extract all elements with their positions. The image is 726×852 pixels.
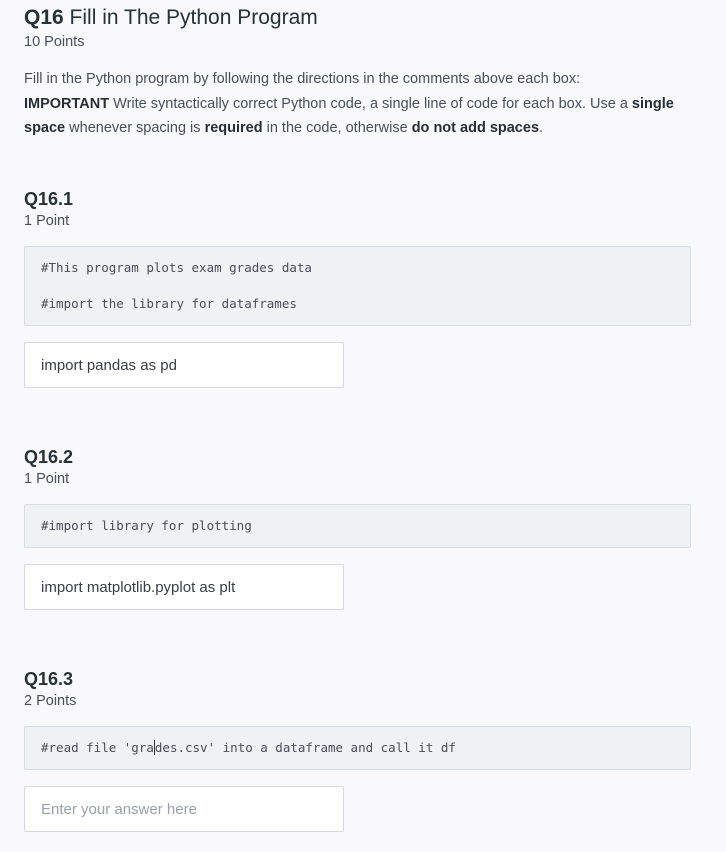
instructions-text: . xyxy=(539,120,544,136)
subquestion-q16-2 xyxy=(24,446,694,488)
code-prompt-box xyxy=(24,246,691,326)
subquestion-title: Q16.1 xyxy=(24,189,74,209)
question-heading xyxy=(24,4,318,32)
code-comment-line xyxy=(41,730,690,766)
code-comment-line: #import library for plotting xyxy=(41,518,252,533)
subquestion-q16-1 xyxy=(24,188,694,230)
code-prompt-box xyxy=(24,726,691,770)
answer-input-q16-2[interactable] xyxy=(24,564,344,610)
subquestion-points: 1 Point xyxy=(24,213,70,229)
answer-input-q16-3[interactable] xyxy=(24,786,344,832)
single-space-emphasis: single space xyxy=(24,95,674,136)
subquestion-points: 1 Point xyxy=(24,471,70,487)
question-instructions xyxy=(24,67,692,141)
subquestion-points: 2 Points xyxy=(24,693,77,709)
code-text: des.csv' into a dataframe and call it df xyxy=(154,740,456,755)
instructions-text: Write syntactically correct Python code, a single line of code for each box. Use a xyxy=(109,95,632,112)
subquestion-title: Q16.3 xyxy=(24,669,74,689)
instructions-text: in the code, otherwise xyxy=(262,120,412,136)
no-spaces-emphasis: do not add spaces xyxy=(411,120,540,136)
code-comment-line: #This program plots exam grades data xyxy=(41,260,312,275)
code-comment-line: #import the library for dataframes xyxy=(41,296,297,311)
required-emphasis: required xyxy=(204,120,263,136)
question-number: Q16 xyxy=(24,6,64,29)
subquestion-q16-3 xyxy=(24,668,694,710)
code-prompt-box xyxy=(24,504,691,548)
question-title: Fill in The Python Program xyxy=(69,6,318,29)
important-label: IMPORTANT xyxy=(24,95,110,112)
instructions-text: whenever spacing is xyxy=(65,120,205,136)
subquestion-title: Q16.2 xyxy=(24,447,74,467)
code-text: #read file 'gra xyxy=(41,740,154,755)
answer-input-q16-1[interactable] xyxy=(24,342,344,388)
instructions-line1: Fill in the Python program by following the directions in the comments above each box: xyxy=(24,71,581,87)
question-points: 10 Points xyxy=(24,34,85,50)
